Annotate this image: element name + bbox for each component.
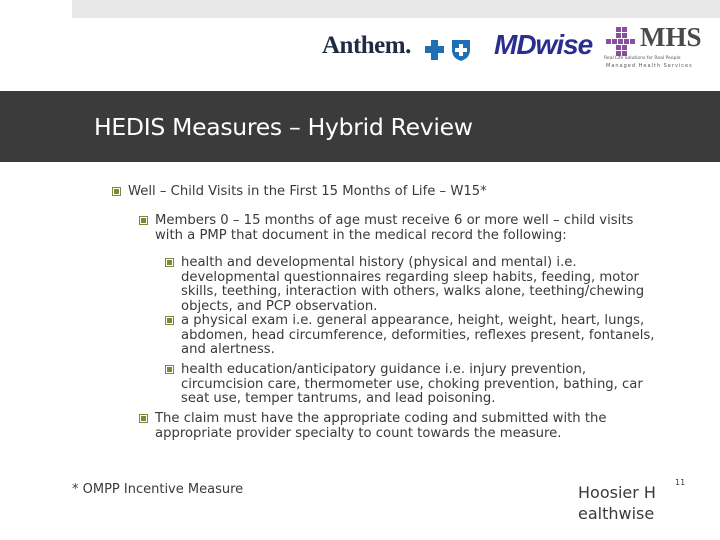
bullet-item-l3 [181,314,661,358]
checkbox-bullet-icon [165,365,174,374]
mhs-logo: MHS [640,22,702,52]
bullet-item-l2 [155,214,655,243]
anthem-cross-shield-icon [425,38,477,62]
mdwise-logo: MDwise [494,29,593,60]
mhs-cross-icon [605,26,639,60]
footnote: * OMPP Incentive Measure [72,482,244,497]
logo-row [0,18,720,90]
checkbox-bullet-icon [165,258,174,267]
bullet-text: health education/anticipatory guidance i.e. injury prevention, circumcision care, thermometer use, choking prevention, bathing, car seat use, temper tantrums, and lead poisoning. [181,362,643,406]
mhs-tagline: Real Life Solutions for Real People [604,56,681,61]
slide-title: HEDIS Measures – Hybrid Review [94,113,473,141]
checkbox-bullet-icon [165,316,174,325]
page-number: 11 [675,478,686,487]
top-decor-strip [72,0,720,18]
bullet-item-l1 [128,185,688,200]
bullet-text: The claim must have the appropriate coding and submitted with the appropriate provider specialty to count towards the measure. [155,411,607,441]
footer-org-name: Hoosier Healthwise [578,483,656,523]
checkbox-bullet-icon [139,216,148,225]
bullet-text: Members 0 – 15 months of age must receive 6 or more well – child visits with a PMP that document in the medical record the following: [155,213,634,243]
bullet-item-l3 [181,256,661,314]
bullet-item-l3 [181,363,661,407]
checkbox-bullet-icon [139,414,148,423]
anthem-logo: Anthem. [322,32,411,59]
mhs-subtitle: Managed Health Services [606,63,693,69]
bullet-item-l2 [155,412,665,441]
bullet-text: health and developmental history (physical and mental) i.e. developmental questionnaires regarding sleep habits, feeding, motor skills, teething, interaction with others, walks alone, teething/chewing objects, and PCP observation. [181,255,645,314]
checkbox-bullet-icon [112,187,121,196]
bullet-text: a physical exam i.e. general appearance, height, weight, heart, lungs, abdomen, head circumference, deformities, reflexes present, fontanels, and alertness. [181,313,655,357]
title-band [0,91,720,162]
bullet-text: Well – Child Visits in the First 15 Months of Life – W15* [128,184,487,199]
